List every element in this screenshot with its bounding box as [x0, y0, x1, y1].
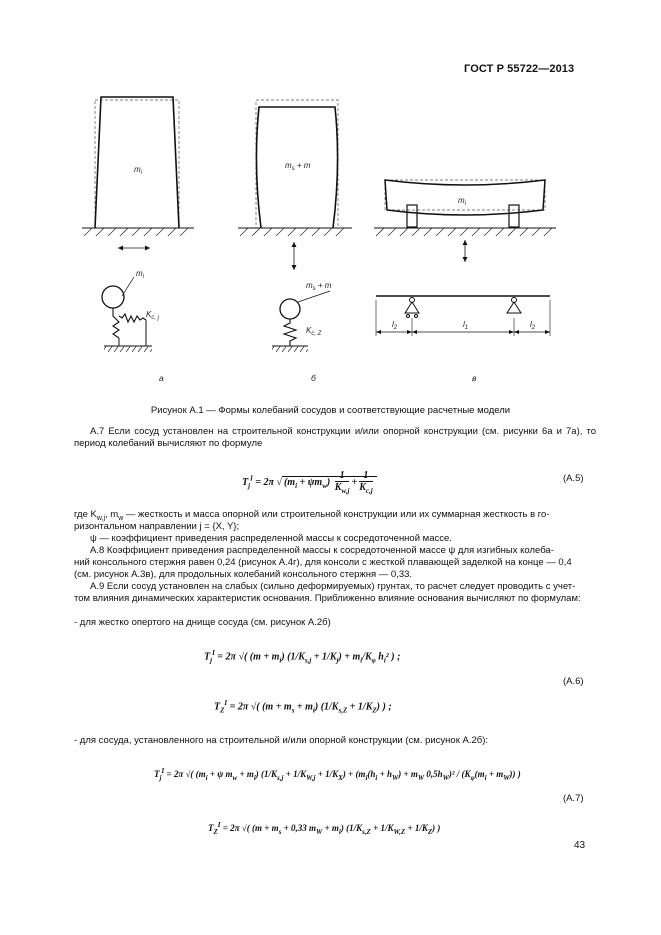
- figure-vibration-modes: [0, 0, 661, 400]
- paragraph-a7: А.7 Если сосуд установлен на строительной конструкции и/или опорной конструкции (см. рисунки 6а и 7а), то период колебаний вычисляют по формуле: [74, 426, 596, 449]
- label-stiffness-a: $K_{c, j}$: [146, 310, 160, 321]
- standard-header: ГОСТ Р 55722—2013: [464, 63, 575, 75]
- panel-b-vessel: [238, 100, 352, 270]
- panel-c-vessel: [374, 180, 556, 262]
- equation-number-a5: (А.5): [563, 473, 584, 484]
- panel-b-model: [272, 291, 330, 352]
- label-mass-b: $m_s + m$: [285, 161, 311, 172]
- psi-definition: ψ — коэффициент приведения распределенной массы к сосредоточенной массе.: [90, 533, 452, 544]
- where-line-2: ризонтальном направлении j = {X, Y};: [74, 521, 240, 532]
- panel-label-b: б: [311, 373, 316, 383]
- equation-number-a6: (А.6): [563, 676, 584, 687]
- formula-a7-line-2: $T_Z^I = 2\pi$ √( ($m + m_s + 0,33$ $m_W + m_i$) $(1/K_{s,Z} + 1/K_{W,Z} + 1/K_Z)$ ): [208, 821, 441, 836]
- formula-a5: $T_j^I = 2\pi$ √ $(m_i + \psi m_w)$ $\frac{1}{K_{w,j}}$ + $\frac{1}{K_{c,j}}$: [242, 470, 377, 495]
- panel-a-model: [102, 277, 152, 352]
- label-span-l2-right: $l_2$: [530, 320, 536, 331]
- case-structure-support: - для сосуда, установленного на строительной и/или опорной конструкции (см. рисунок А.2б):: [74, 735, 489, 746]
- label-mass-a: $m_i$: [134, 165, 143, 176]
- label-mass-c: $m_i$: [458, 196, 467, 207]
- panel-label-c: в: [472, 373, 477, 383]
- label-span-l2-left: $l_2$: [392, 320, 398, 331]
- paragraph-a9-line-2: том влияния динамических характеристик основания. Приближенно влияние основания вычисляют по формулам:: [74, 593, 581, 604]
- where-line-1: где $K_{w,j}$, $m_w$ — жесткость и масса опорной или строительной конструкции или их суммарная жесткость в го-: [74, 509, 550, 522]
- formula-a6-line-2: $T_Z^I = 2\pi$ √( $(m + m_s + m_i)$ $(1/K_{s,Z} + 1/K_Z)$ ) ;: [214, 699, 392, 715]
- figure-caption: Рисунок А.1 — Формы колебаний сосудов и соответствующие расчетные модели: [150, 405, 511, 416]
- panel-label-a: а: [159, 373, 164, 383]
- case-rigid-support: - для жестко опертого на днище сосуда (см. рисунок А.2б): [74, 617, 331, 628]
- paragraph-a8-line-3: (см. рисунок А.3в), для продольных колебаний консольного стержня — 0,33.: [74, 569, 413, 580]
- paragraph-a9-line-1: А.9 Если сосуд установлен на слабых (сильно деформируемых) грунтах, то расчет следует проводить с учет-: [90, 581, 576, 592]
- panel-c-model: [376, 296, 550, 336]
- label-span-l1: $l_1$: [463, 320, 469, 331]
- equation-number-a7: (А.7): [563, 793, 584, 804]
- label-mass-b-model: $m_s + m$: [306, 281, 332, 292]
- paragraph-a8-line-1: А.8 Коэффициент приведения распределенной массы к сосредоточенной массе ψ для изгибных колеба-: [90, 545, 554, 556]
- label-mass-a-model: $m_i$: [136, 269, 145, 280]
- formula-a7-line-1: $T_j^I = 2\pi$ √( ($m_i + \psi$ $m_w + m_i$) $(1/K_{s,j} + 1/K_{W,j} + 1/K_X) + (m_i(h_i + h_W) + m_W$ $0,5h_W)^2 / (K_\varphi(m_i + m_W))$ ): [154, 767, 521, 782]
- page-number: 43: [574, 840, 586, 851]
- formula-a6-line-1: $T_j^I = 2\pi$ √( $(m + m_i)$ $(1/K_{s,j} + 1/K_j) + m_i/K_\varphi$ $h_i^2$ ) ;: [204, 649, 401, 665]
- label-stiffness-b: $K_{c, Z}$: [306, 326, 322, 337]
- paragraph-a8-line-2: ний консольного стержня равен 0,24 (рисунок А.4г), для консоли с жесткой плавающей заделкой на конце — 0,4: [74, 557, 572, 568]
